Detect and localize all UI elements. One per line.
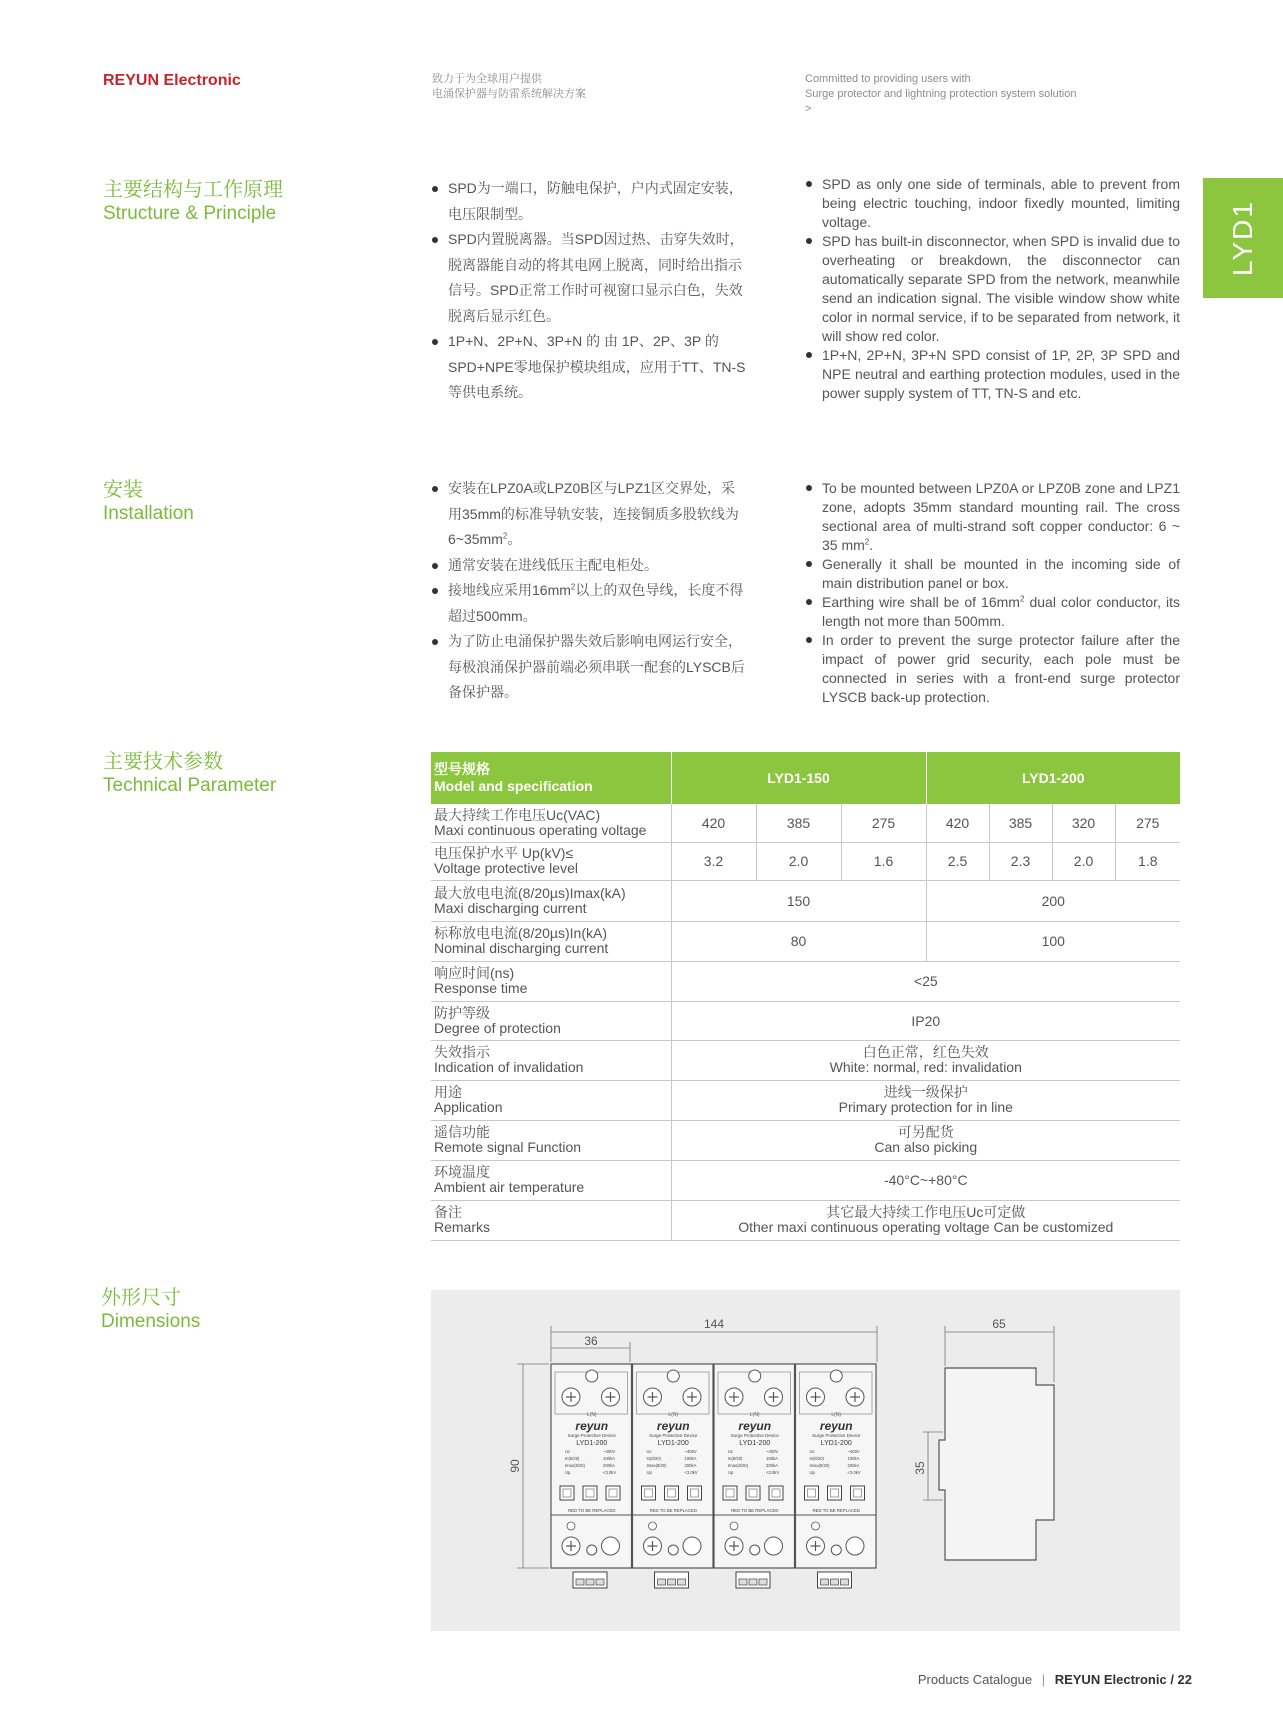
tagline-en-arrow: >: [805, 103, 812, 115]
indicator-window: [769, 1486, 783, 1500]
terminal-hole: [683, 1537, 701, 1555]
structure-cn-list: [431, 176, 749, 406]
module-spec-key: Up: [646, 1470, 652, 1475]
terminal-screw-icon: [562, 1537, 580, 1555]
installation-cn-list: [431, 476, 749, 706]
footer-brand: REYUN Electronic: [1054, 1672, 1167, 1687]
dim-width-total: 144: [703, 1317, 725, 1331]
terminal-screw-icon: [644, 1537, 662, 1555]
side-view: [939, 1368, 1054, 1560]
spd-module: [551, 1364, 632, 1588]
row-label: 响应时间(ns) Response time: [431, 961, 671, 1001]
indicator-window: [746, 1486, 760, 1500]
module-spec-key: Imax(8/20): [728, 1463, 749, 1468]
model-b-header: LYD1-200: [926, 752, 1180, 804]
indicator-window: [560, 1486, 574, 1500]
list-item: To be mounted between LPZ0A or LPZ0B zone and LPZ1 zone, adopts 35mm standard mounting rail. The cross sectional area of multi-strand soft copper conductor: 6 ~ 35 $mm^2$.: [805, 479, 1180, 555]
row-label: 最大持续工作电压Uc(VAC) Maxi continuous operating voltage: [431, 804, 671, 842]
table-header-row: [431, 752, 1180, 804]
terminal-screw-icon: [807, 1537, 825, 1555]
module-spec-value: 100kA: [603, 1456, 615, 1461]
section-dimensions-title: [101, 1286, 200, 1334]
module-spec-key: Imax(8/20): [646, 1463, 667, 1468]
module-model: LYD1-200: [739, 1440, 771, 1447]
terminal-screw-icon: [725, 1537, 743, 1555]
tagline-en: [805, 72, 1077, 117]
module-brand: reyun: [575, 1419, 609, 1433]
list-item: 1P+N, 2P+N, 3P+N SPD consist of 1P, 2P, 3P SPD and NPE neutral and earthing protection modules, used in the power supply system of TT, TN-S and etc.: [805, 346, 1180, 403]
ground-mark-icon: [649, 1522, 657, 1530]
table-cell: 1.6: [841, 842, 926, 880]
table-cell: 200: [926, 880, 1180, 921]
table-cell: 2.0: [1052, 842, 1115, 880]
list-item: 为了防止电涌保护器失效后影响电网运行安全，每极浪涌保护器前端必须串联一配套的LYSCB后备保护器。: [431, 629, 749, 706]
indicator-window: [606, 1486, 620, 1500]
table-cell: IP20: [671, 1001, 1180, 1040]
table-cell: 80: [671, 921, 926, 961]
spec-table: [431, 752, 1180, 1241]
row-label: 环境温度 Ambient air temperature: [431, 1160, 671, 1200]
module-spec-key: Uc: [728, 1449, 734, 1454]
dimension-drawing-panel: [431, 1290, 1180, 1631]
module-model: LYD1-200: [576, 1440, 608, 1447]
dim-height: 90: [508, 1459, 522, 1473]
section-title-en: Structure & Principle: [103, 203, 277, 224]
module-footer-label: RED TO BE REPLACED: [731, 1508, 779, 1513]
table-cell: 385: [756, 804, 841, 842]
section-title-en: Dimensions: [101, 1311, 201, 1332]
installation-en-list: [805, 479, 1180, 707]
terminal-screw-icon: [644, 1388, 662, 1406]
model-a-header: LYD1-150: [671, 752, 926, 804]
list-item: SPD内置脱离器。当SPD因过热、击穿失效时，脱离器能自动的将其电网上脱离，同时给出指示信号。SPD正常工作时可视窗口显示白色，失效脱离后显示红色。: [431, 227, 749, 329]
module-spec-value: ~400V: [684, 1449, 697, 1454]
product-side-tab: [1203, 178, 1283, 298]
module-spec-value: <3.0kV: [684, 1470, 698, 1475]
section-installation-title: [103, 478, 194, 526]
module-brand: reyun: [819, 1419, 853, 1433]
table-cell: 可另配货 Can also picking: [671, 1120, 1180, 1160]
module-spec-key: Imax(8/20): [565, 1463, 586, 1468]
module-subtitle: Surge Protective Device: [649, 1433, 698, 1438]
dim-width-module: 36: [584, 1334, 598, 1348]
table-row: [431, 1001, 1180, 1040]
table-cell: 3.2: [671, 842, 756, 880]
module-top-label: L(N): [668, 1412, 679, 1418]
brand-name: REYUN Electronic: [103, 72, 241, 89]
table-row: [431, 1120, 1180, 1160]
table-row: [431, 1200, 1180, 1240]
row-label: 最大放电电流(8/20µs)Imax(kA) Maxi discharging current: [431, 880, 671, 921]
table-row: [431, 1160, 1180, 1200]
section-title-cn: 安装: [103, 479, 143, 501]
table-cell: 420: [926, 804, 989, 842]
row-label: 防护等级 Degree of protection: [431, 1001, 671, 1040]
module-spec-value: 200kA: [847, 1463, 860, 1468]
module-spec-key: In(8/20): [809, 1456, 824, 1461]
module-spec-value: ~400V: [603, 1449, 616, 1454]
module-spec-value: <3.0kV: [766, 1470, 780, 1475]
table-row: [431, 1040, 1180, 1080]
module-spec-value: 200kA: [684, 1463, 697, 1468]
tagline-en-line2: Surge protector and lightning protection system solution: [805, 88, 1077, 100]
terminal-hole: [846, 1537, 864, 1555]
module-subtitle: Surge Protective Device: [567, 1433, 616, 1438]
module-brand: reyun: [656, 1419, 690, 1433]
table-cell: -40°C~+80°C: [671, 1160, 1180, 1200]
module-spec-value: <3.0kV: [847, 1470, 861, 1475]
terminal-screw-icon: [562, 1388, 580, 1406]
terminal-screw-icon: [725, 1388, 743, 1406]
table-cell: 150: [671, 880, 926, 921]
table-header-label: 型号规格 Model and specification: [431, 752, 671, 804]
row-label: 失效指示 Indication of invalidation: [431, 1040, 671, 1080]
terminal-screw-icon: [683, 1388, 701, 1406]
indicator-window: [583, 1486, 597, 1500]
list-item: 通常安装在进线低压主配电柜处。: [431, 553, 749, 579]
footer-catalogue: Products Catalogue: [917, 1672, 1033, 1687]
table-row: [431, 842, 1180, 880]
table-cell: 其它最大持续工作电压Uc可定做 Other maxi continuous operating voltage Can be customized: [671, 1200, 1180, 1240]
module-spec-key: Uc: [646, 1449, 652, 1454]
module-spec-value: 100kA: [766, 1456, 778, 1461]
section-title-cn: 主要结构与工作原理: [103, 179, 283, 201]
structure-en-list: [805, 175, 1180, 403]
tagline-en-line1: Committed to providing users with: [805, 73, 971, 85]
terminal-screw-icon: [846, 1388, 864, 1406]
page-footer: [918, 1672, 1192, 1687]
table-cell: 2.0: [756, 842, 841, 880]
tagline-cn: [432, 72, 586, 102]
module-spec-value: ~400V: [766, 1449, 779, 1454]
terminal-screw-icon: [765, 1388, 783, 1406]
dim-side-width: 65: [992, 1317, 1006, 1331]
table-cell: 385: [989, 804, 1052, 842]
footer-separator: |: [1041, 1672, 1046, 1687]
module-spec-value: 100kA: [847, 1456, 860, 1461]
list-item: SPD为一端口，防触电保护，户内式固定安装，电压限制型。: [431, 176, 749, 227]
ground-mark-icon: [567, 1522, 575, 1530]
table-row: [431, 961, 1180, 1001]
section-structure-title: [103, 178, 283, 226]
tagline-cn-line2: 电涌保护器与防雷系统解决方案: [432, 88, 586, 100]
indicator-window: [805, 1486, 819, 1500]
row-label: 遥信功能 Remote signal Function: [431, 1120, 671, 1160]
tagline-cn-line1: 致力于为全球用户提供: [432, 73, 542, 85]
section-technical-title: [103, 750, 276, 798]
list-item: SPD as only one side of terminals, able to prevent from being electric touching, indoor fixedly mounted, limiting voltage.: [805, 175, 1180, 232]
list-item: In order to prevent the surge protector failure after the impact of power grid security, each pole must be connected in series with a front-end surge protector LYSCB back-up protection.: [805, 631, 1180, 707]
indicator-window: [642, 1486, 656, 1500]
table-row: [431, 1080, 1180, 1120]
indicator-window: [828, 1486, 842, 1500]
module-spec-value: ~400V: [847, 1449, 860, 1454]
table-row: [431, 880, 1180, 921]
footer-page: / 22: [1170, 1672, 1192, 1687]
dimension-drawing: [431, 1290, 1180, 1631]
dim-side-rail: 35: [913, 1461, 927, 1475]
indicator-window: [851, 1486, 865, 1500]
section-title-cn: 外形尺寸: [101, 1287, 181, 1309]
module-spec-value: 200kA: [603, 1463, 615, 1468]
ground-mark-icon: [812, 1522, 820, 1530]
module-spec-key: Up: [809, 1470, 815, 1475]
module-spec-value: 100kA: [684, 1456, 697, 1461]
list-item: SPD has built-in disconnector, when SPD is invalid due to overheating or breakdown, the disconnector can automatically separate SPD from the network, meanwhile send an indication signal. The visible window show white color in normal service, if to be separated from network, it will show red color.: [805, 232, 1180, 346]
list-item: 1P+N、2P+N、3P+N 的 由 1P、2P、3P 的SPD+NPE零地保护模块组成，应用于TT、TN-S等供电系统。: [431, 329, 749, 406]
table-cell: 100: [926, 921, 1180, 961]
section-title-cn: 主要技术参数: [103, 751, 223, 773]
module-top-label: L(N): [831, 1412, 842, 1418]
module-spec-key: Up: [728, 1470, 734, 1475]
indicator-window: [688, 1486, 702, 1500]
row-label: 电压保护水平 Up(kV)≤ Voltage protective level: [431, 842, 671, 880]
module-spec-key: In(8/20): [728, 1456, 743, 1461]
module-footer-label: RED TO BE REPLACED: [649, 1508, 697, 1513]
module-top-label: L(N): [586, 1412, 597, 1418]
module-model: LYD1-200: [657, 1440, 689, 1447]
module-brand: reyun: [738, 1419, 772, 1433]
spd-module: [714, 1364, 795, 1588]
module-footer-label: RED TO BE REPLACED: [812, 1508, 860, 1513]
module-spec-key: Imax(8/20): [809, 1463, 830, 1468]
terminal-hole: [765, 1537, 783, 1555]
row-label: 用途 Application: [431, 1080, 671, 1120]
section-title-en: Technical Parameter: [103, 775, 277, 796]
module-footer-label: RED TO BE REPLACED: [568, 1508, 616, 1513]
module-group: [551, 1364, 876, 1588]
table-cell: 1.8: [1115, 842, 1180, 880]
module-model: LYD1-200: [820, 1440, 852, 1447]
table-cell: 白色正常，红色失效 White: normal, red: invalidation: [671, 1040, 1180, 1080]
table-cell: 320: [1052, 804, 1115, 842]
table-cell: 275: [841, 804, 926, 842]
module-spec-value: 200kA: [766, 1463, 778, 1468]
table-row: [431, 804, 1180, 842]
module-spec-key: In(8/20): [646, 1456, 661, 1461]
indicator-window: [723, 1486, 737, 1500]
spd-module: [796, 1364, 877, 1588]
module-top-label: L(N): [749, 1412, 760, 1418]
module-spec-key: Uc: [565, 1449, 571, 1454]
module-subtitle: Surge Protective Device: [812, 1433, 861, 1438]
terminal-screw-icon: [602, 1388, 620, 1406]
module-spec-key: Uc: [809, 1449, 815, 1454]
table-cell: 2.5: [926, 842, 989, 880]
list-item: 接地线应采用$16mm^2$以上的双色导线，长度不得超过500mm。: [431, 578, 749, 629]
spd-module: [633, 1364, 714, 1588]
terminal-hole: [602, 1537, 620, 1555]
indicator-window: [665, 1486, 679, 1500]
list-item: Earthing wire shall be of $16mm^2$ dual color conductor, its length not more than 500mm.: [805, 593, 1180, 631]
table-cell: 2.3: [989, 842, 1052, 880]
module-spec-key: Up: [565, 1470, 571, 1475]
table-cell: 275: [1115, 804, 1180, 842]
ground-mark-icon: [730, 1522, 738, 1530]
module-subtitle: Surge Protective Device: [730, 1433, 779, 1438]
module-spec-value: <3.0kV: [603, 1470, 617, 1475]
terminal-screw-icon: [807, 1388, 825, 1406]
table-cell: 420: [671, 804, 756, 842]
row-label: 标称放电电流(8/20µs)In(kA) Nominal discharging current: [431, 921, 671, 961]
table-cell: <25: [671, 961, 1180, 1001]
row-label: 备注 Remarks: [431, 1200, 671, 1240]
list-item: 安装在LPZ0A或LPZ0B区与LPZ1区交界处，采用35mm的标准导轨安装，连接铜质多股软线为$6\sim 35mm^2$。: [431, 476, 749, 553]
table-cell: 进线一级保护 Primary protection for in line: [671, 1080, 1180, 1120]
section-title-en: Installation: [103, 503, 194, 524]
table-row: [431, 921, 1180, 961]
side-tab-label: LYD1: [1227, 200, 1258, 276]
module-spec-key: In(8/20): [565, 1456, 580, 1461]
list-item: Generally it shall be mounted in the incoming side of main distribution panel or box.: [805, 555, 1180, 593]
